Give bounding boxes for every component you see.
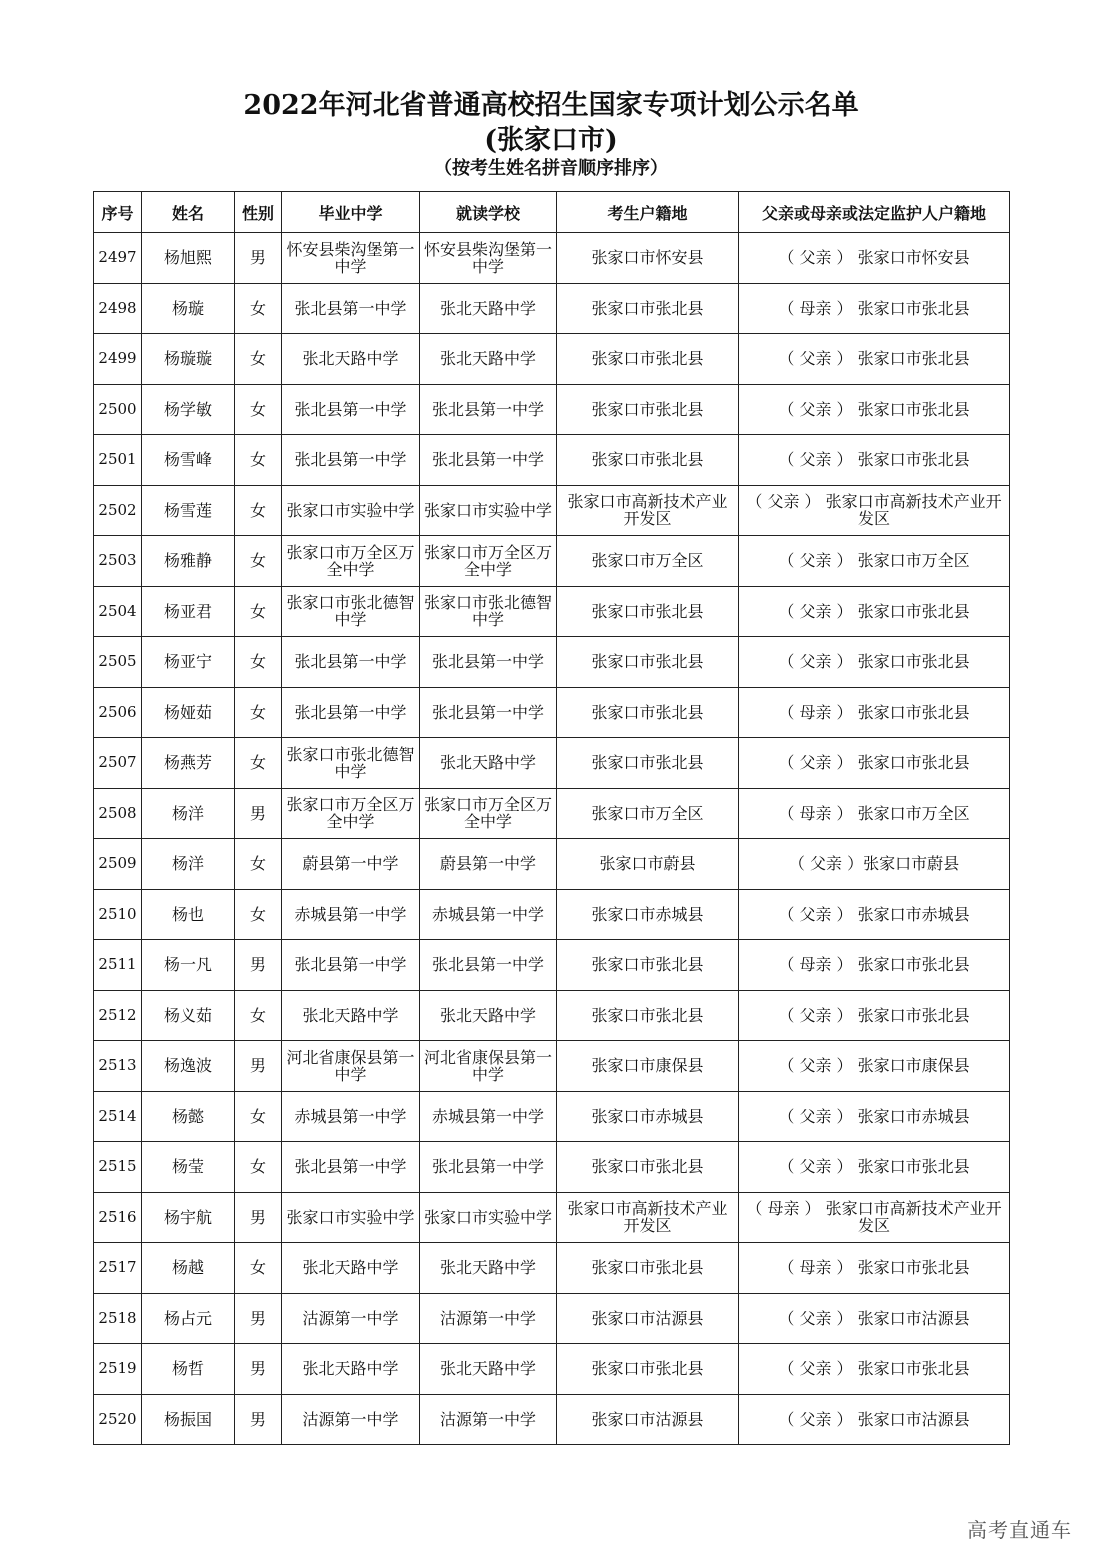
cell-current-school: 张北天路中学 [420,990,557,1041]
cell-guardian-registration: （ 父亲 ） 张家口市张北县 [739,435,1010,486]
cell-name: 杨学敏 [142,384,235,435]
cell-gender: 女 [235,283,282,334]
table-row [94,384,1010,435]
cell-serial: 2519 [94,1344,142,1395]
cell-gender: 女 [235,1142,282,1193]
cell-household-registration: 张家口市张北县 [557,940,739,991]
cell-graduation-school: 张北天路中学 [282,990,420,1041]
cell-current-school: 张家口市万全区万全中学 [420,788,557,839]
table-row [94,536,1010,587]
cell-current-school: 张北天路中学 [420,738,557,789]
cell-guardian-registration: （ 父亲 ） 张家口市张北县 [739,586,1010,637]
cell-household-registration: 张家口市赤城县 [557,1091,739,1142]
cell-gender: 女 [235,990,282,1041]
cell-gender: 女 [235,839,282,890]
cell-name: 杨越 [142,1243,235,1294]
cell-gender: 女 [235,435,282,486]
cell-guardian-registration: （ 父亲 ） 张家口市张北县 [739,738,1010,789]
table-row [94,435,1010,486]
cell-gender: 女 [235,334,282,385]
cell-graduation-school: 张北县第一中学 [282,637,420,688]
cell-household-registration: 张家口市张北县 [557,1142,739,1193]
cell-name: 杨雪峰 [142,435,235,486]
cell-name: 杨莹 [142,1142,235,1193]
cell-graduation-school: 张北天路中学 [282,334,420,385]
cell-serial: 2501 [94,435,142,486]
table-row [94,1091,1010,1142]
cell-current-school: 张北天路中学 [420,1243,557,1294]
cell-gender: 女 [235,536,282,587]
header-current-school: 就读学校 [420,192,557,233]
sort-note: （按考生姓名拼音顺序排序） [434,158,668,179]
cell-gender: 女 [235,1091,282,1142]
cell-name: 杨宇航 [142,1192,235,1243]
cell-household-registration: 张家口市张北县 [557,334,739,385]
cell-name: 杨振国 [142,1394,235,1445]
cell-household-registration: 张家口市张北县 [557,687,739,738]
cell-serial: 2512 [94,990,142,1041]
cell-current-school: 张北县第一中学 [420,384,557,435]
table-row [94,1192,1010,1243]
cell-name: 杨逸波 [142,1041,235,1092]
cell-guardian-registration: （ 父亲 ）张家口市蔚县 [739,839,1010,890]
table-row [94,1142,1010,1193]
cell-guardian-registration: （ 父亲 ） 张家口市张北县 [739,1344,1010,1395]
cell-current-school: 张北县第一中学 [420,637,557,688]
cell-gender: 女 [235,687,282,738]
cell-current-school: 张北县第一中学 [420,435,557,486]
cell-graduation-school: 蔚县第一中学 [282,839,420,890]
cell-current-school: 张北县第一中学 [420,1142,557,1193]
cell-household-registration: 张家口市张北县 [557,738,739,789]
cell-graduation-school: 张北县第一中学 [282,687,420,738]
cell-serial: 2514 [94,1091,142,1142]
cell-gender: 男 [235,788,282,839]
cell-household-registration: 张家口市张北县 [557,435,739,486]
table-row [94,738,1010,789]
table-body [94,233,1010,1445]
cell-guardian-registration: （ 父亲 ） 张家口市康保县 [739,1041,1010,1092]
cell-guardian-registration: （ 父亲 ） 张家口市张北县 [739,990,1010,1041]
cell-household-registration: 张家口市沽源县 [557,1394,739,1445]
document-title: 2022年河北省普通高校招生国家专项计划公示名单 [243,90,859,121]
cell-current-school: 蔚县第一中学 [420,839,557,890]
table-row [94,1344,1010,1395]
applicant-table [93,191,1010,1445]
cell-gender: 男 [235,1041,282,1092]
header-name: 姓名 [142,192,235,233]
cell-household-registration: 张家口市张北县 [557,384,739,435]
cell-household-registration: 张家口市张北县 [557,586,739,637]
table-row [94,839,1010,890]
cell-name: 杨哲 [142,1344,235,1395]
header-guardian-registration: 父亲或母亲或法定监护人户籍地 [739,192,1010,233]
cell-gender: 男 [235,233,282,284]
cell-graduation-school: 张家口市张北德智中学 [282,738,420,789]
cell-household-registration: 张家口市张北县 [557,1243,739,1294]
header-household-registration: 考生户籍地 [557,192,739,233]
cell-serial: 2511 [94,940,142,991]
cell-guardian-registration: （ 母亲 ） 张家口市张北县 [739,940,1010,991]
cell-current-school: 张家口市万全区万全中学 [420,536,557,587]
cell-serial: 2508 [94,788,142,839]
cell-household-registration: 张家口市康保县 [557,1041,739,1092]
table-row [94,1293,1010,1344]
cell-serial: 2515 [94,1142,142,1193]
cell-name: 杨洋 [142,788,235,839]
cell-graduation-school: 沽源第一中学 [282,1394,420,1445]
cell-graduation-school: 张北天路中学 [282,1344,420,1395]
cell-household-registration: 张家口市赤城县 [557,889,739,940]
header-gender: 性别 [235,192,282,233]
cell-graduation-school: 沽源第一中学 [282,1293,420,1344]
cell-serial: 2505 [94,637,142,688]
cell-graduation-school: 张北县第一中学 [282,283,420,334]
document-subtitle: (张家口市) [484,125,618,156]
table-row [94,687,1010,738]
watermark: 高考直通车 [967,1518,1072,1542]
cell-name: 杨旭熙 [142,233,235,284]
header-serial: 序号 [94,192,142,233]
cell-gender: 男 [235,940,282,991]
cell-name: 杨雅静 [142,536,235,587]
cell-household-registration: 张家口市高新技术产业开发区 [557,485,739,536]
cell-current-school: 张北县第一中学 [420,940,557,991]
table-header-row [94,192,1010,233]
cell-current-school: 沽源第一中学 [420,1293,557,1344]
cell-gender: 女 [235,1243,282,1294]
cell-gender: 女 [235,889,282,940]
cell-gender: 女 [235,586,282,637]
cell-serial: 2513 [94,1041,142,1092]
cell-household-registration: 张家口市万全区 [557,536,739,587]
table-row [94,1394,1010,1445]
table-row [94,283,1010,334]
cell-guardian-registration: （ 父亲 ） 张家口市怀安县 [739,233,1010,284]
cell-name: 杨亚君 [142,586,235,637]
cell-current-school: 张家口市实验中学 [420,485,557,536]
cell-guardian-registration: （ 父亲 ） 张家口市赤城县 [739,889,1010,940]
header-graduation-school: 毕业中学 [282,192,420,233]
cell-current-school: 怀安县柴沟堡第一中学 [420,233,557,284]
cell-name: 杨璇 [142,283,235,334]
cell-name: 杨洋 [142,839,235,890]
table-row [94,990,1010,1041]
cell-serial: 2506 [94,687,142,738]
cell-guardian-registration: （ 父亲 ） 张家口市赤城县 [739,1091,1010,1142]
cell-name: 杨义茹 [142,990,235,1041]
cell-graduation-school: 张北县第一中学 [282,435,420,486]
cell-gender: 男 [235,1293,282,1344]
cell-serial: 2497 [94,233,142,284]
cell-guardian-registration: （ 母亲 ） 张家口市高新技术产业开发区 [739,1192,1010,1243]
cell-name: 杨雪莲 [142,485,235,536]
cell-gender: 男 [235,1192,282,1243]
cell-graduation-school: 张家口市实验中学 [282,485,420,536]
cell-serial: 2516 [94,1192,142,1243]
cell-serial: 2498 [94,283,142,334]
cell-name: 杨璇璇 [142,334,235,385]
cell-graduation-school: 张家口市张北德智中学 [282,586,420,637]
table-row [94,1041,1010,1092]
cell-current-school: 赤城县第一中学 [420,889,557,940]
cell-current-school: 张北天路中学 [420,1344,557,1395]
cell-gender: 女 [235,485,282,536]
cell-current-school: 张家口市实验中学 [420,1192,557,1243]
cell-graduation-school: 河北省康保县第一中学 [282,1041,420,1092]
cell-household-registration: 张家口市张北县 [557,283,739,334]
cell-household-registration: 张家口市张北县 [557,637,739,688]
cell-household-registration: 张家口市沽源县 [557,1293,739,1344]
cell-gender: 女 [235,738,282,789]
cell-current-school: 沽源第一中学 [420,1394,557,1445]
cell-name: 杨一凡 [142,940,235,991]
cell-graduation-school: 张家口市万全区万全中学 [282,536,420,587]
cell-guardian-registration: （ 母亲 ） 张家口市张北县 [739,687,1010,738]
cell-guardian-registration: （ 父亲 ） 张家口市高新技术产业开发区 [739,485,1010,536]
cell-current-school: 张家口市张北德智中学 [420,586,557,637]
cell-guardian-registration: （ 父亲 ） 张家口市张北县 [739,384,1010,435]
cell-current-school: 张北天路中学 [420,283,557,334]
cell-guardian-registration: （ 母亲 ） 张家口市万全区 [739,788,1010,839]
cell-serial: 2499 [94,334,142,385]
cell-name: 杨也 [142,889,235,940]
cell-guardian-registration: （ 母亲 ） 张家口市张北县 [739,1243,1010,1294]
cell-household-registration: 张家口市张北县 [557,1344,739,1395]
cell-serial: 2507 [94,738,142,789]
cell-guardian-registration: （ 父亲 ） 张家口市沽源县 [739,1293,1010,1344]
cell-household-registration: 张家口市万全区 [557,788,739,839]
table-row [94,586,1010,637]
cell-serial: 2503 [94,536,142,587]
cell-current-school: 张北县第一中学 [420,687,557,738]
table-row [94,334,1010,385]
cell-household-registration: 张家口市张北县 [557,990,739,1041]
cell-name: 杨懿 [142,1091,235,1142]
cell-graduation-school: 张北天路中学 [282,1243,420,1294]
cell-current-school: 张北天路中学 [420,334,557,385]
cell-graduation-school: 张北县第一中学 [282,1142,420,1193]
table-row [94,233,1010,284]
cell-graduation-school: 张北县第一中学 [282,384,420,435]
cell-serial: 2504 [94,586,142,637]
cell-serial: 2500 [94,384,142,435]
table-row [94,637,1010,688]
cell-household-registration: 张家口市蔚县 [557,839,739,890]
cell-guardian-registration: （ 母亲 ） 张家口市张北县 [739,283,1010,334]
cell-current-school: 河北省康保县第一中学 [420,1041,557,1092]
cell-guardian-registration: （ 父亲 ） 张家口市张北县 [739,1142,1010,1193]
cell-name: 杨占元 [142,1293,235,1344]
cell-household-registration: 张家口市怀安县 [557,233,739,284]
cell-name: 杨娅茹 [142,687,235,738]
cell-graduation-school: 张家口市实验中学 [282,1192,420,1243]
cell-serial: 2520 [94,1394,142,1445]
table-row [94,940,1010,991]
table-row [94,1243,1010,1294]
cell-name: 杨亚宁 [142,637,235,688]
cell-guardian-registration: （ 父亲 ） 张家口市万全区 [739,536,1010,587]
cell-gender: 男 [235,1344,282,1395]
cell-serial: 2518 [94,1293,142,1344]
cell-gender: 女 [235,384,282,435]
cell-guardian-registration: （ 父亲 ） 张家口市张北县 [739,334,1010,385]
cell-serial: 2509 [94,839,142,890]
cell-graduation-school: 赤城县第一中学 [282,889,420,940]
cell-name: 杨燕芳 [142,738,235,789]
cell-serial: 2517 [94,1243,142,1294]
cell-graduation-school: 怀安县柴沟堡第一中学 [282,233,420,284]
table-row [94,485,1010,536]
cell-graduation-school: 张北县第一中学 [282,940,420,991]
cell-serial: 2510 [94,889,142,940]
cell-gender: 女 [235,637,282,688]
table-row [94,788,1010,839]
cell-household-registration: 张家口市高新技术产业开发区 [557,1192,739,1243]
cell-guardian-registration: （ 父亲 ） 张家口市沽源县 [739,1394,1010,1445]
table-row [94,889,1010,940]
cell-serial: 2502 [94,485,142,536]
cell-gender: 男 [235,1394,282,1445]
cell-current-school: 赤城县第一中学 [420,1091,557,1142]
cell-graduation-school: 赤城县第一中学 [282,1091,420,1142]
cell-guardian-registration: （ 父亲 ） 张家口市张北县 [739,637,1010,688]
cell-graduation-school: 张家口市万全区万全中学 [282,788,420,839]
